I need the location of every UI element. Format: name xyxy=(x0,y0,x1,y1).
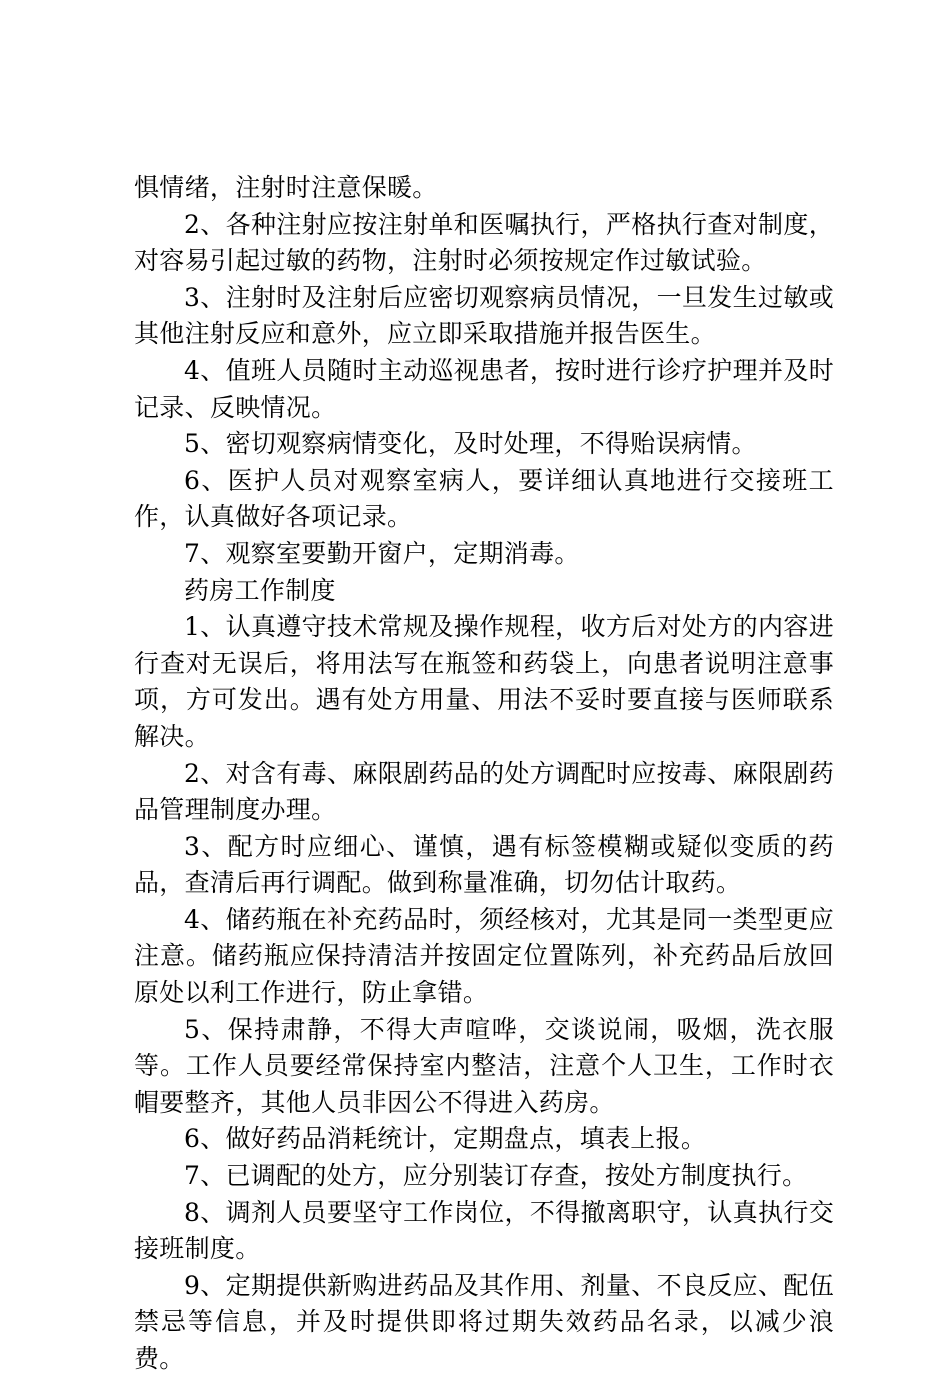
paragraph-injection-rule-2: 2、各种注射应按注射单和医嘱执行，严格执行查对制度，对容易引起过敏的药物，注射时必须按规定作过敏试验。 xyxy=(134,209,834,276)
section-heading-pharmacy: 药房工作制度 xyxy=(184,575,336,605)
paragraph-pharmacy-rule-8: 8、调剂人员要坚守工作岗位，不得撤离职守，认真执行交接班制度。 xyxy=(134,1197,834,1264)
paragraph-pharmacy-rule-3: 3、配方时应细心、谨慎，遇有标签模糊或疑似变质的药品，查清后再行调配。做到称量准确，切勿估计取药。 xyxy=(134,831,834,898)
paragraph-pharmacy-rule-1: 1、认真遵守技术常规及操作规程，收方后对处方的内容进行查对无误后，将用法写在瓶签和药袋上，向患者说明注意事项，方可发出。遇有处方用量、用法不妥时要直接与医师联系解决。 xyxy=(134,612,834,751)
paragraph-observation-rule-5: 5、密切观察病情变化，及时处理，不得贻误病情。 xyxy=(184,429,757,459)
paragraph-pharmacy-rule-9: 9、定期提供新购进药品及其作用、剂量、不良反应、配伍禁忌等信息，并及时提供即将过期失效药品名录，以减少浪费。 xyxy=(134,1270,834,1373)
paragraph-observation-rule-7: 7、观察室要勤开窗户，定期消毒。 xyxy=(184,538,580,568)
paragraph-continuation: 惧情绪，注射时注意保暖。 xyxy=(134,173,438,202)
paragraph-observation-rule-6: 6、医护人员对观察室病人，要详细认真地进行交接班工作，认真做好各项记录。 xyxy=(134,465,834,532)
paragraph-pharmacy-rule-4: 4、储药瓶在补充药品时，须经核对，尤其是同一类型更应注意。储药瓶应保持清洁并按固定位置陈列，补充药品后放回原处以利工作进行，防止拿错。 xyxy=(134,904,834,1008)
paragraph-injection-rule-3: 3、注射时及注射后应密切观察病员情况，一旦发生过敏或其他注射反应和意外，应立即采取措施并报告医生。 xyxy=(134,282,834,349)
paragraph-pharmacy-rule-2: 2、对含有毒、麻限剧药品的处方调配时应按毒、麻限剧药品管理制度办理。 xyxy=(134,758,834,825)
paragraph-observation-rule-4: 4、值班人员随时主动巡视患者，按时进行诊疗护理并及时记录、反映情况。 xyxy=(134,355,834,422)
paragraph-pharmacy-rule-5: 5、保持肃静，不得大声喧哗，交谈说闹，吸烟，洗衣服等。工作人员要经常保持室内整洁，注意个人卫生，工作时衣帽要整齐，其他人员非因公不得进入药房。 xyxy=(134,1014,834,1117)
paragraph-pharmacy-rule-6: 6、做好药品消耗统计，定期盘点，填表上报。 xyxy=(184,1124,707,1154)
paragraph-pharmacy-rule-7: 7、已调配的处方，应分别装订存查，按处方制度执行。 xyxy=(184,1161,808,1191)
document-page xyxy=(134,170,834,1378)
